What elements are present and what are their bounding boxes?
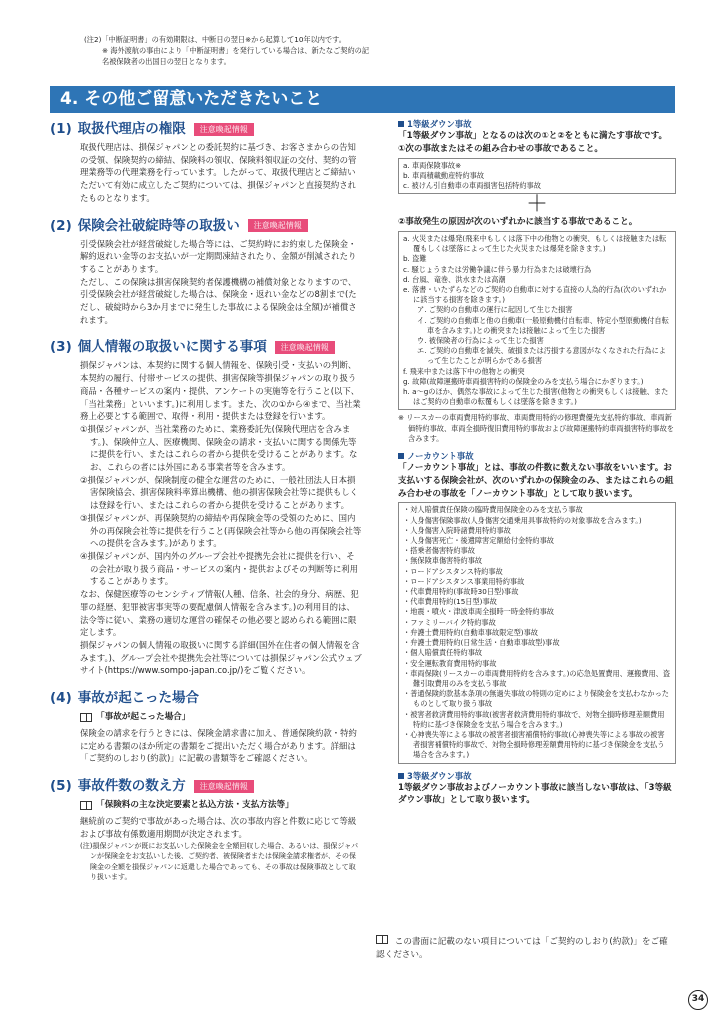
box-item: ・代車費用特約(15日型)事故 <box>403 597 497 607</box>
box-item: ・心神喪失等による事故の被害者損害補償特約事故(心神喪失等による事故の被害者損害補償特約事故で、対物全損時修理差額費用特約に基づき保険金を支払う場合を含みます。) <box>403 729 665 760</box>
heading-number: (2) <box>50 217 72 234</box>
box-item: g. 故障(故障運搬時車両損害特約の保険金のみを支払う場合にかぎります。) <box>403 376 644 386</box>
heading-accident <box>50 689 362 707</box>
box-item: ・普通保険約款基本条項の無過失事故の特則の定めにより保険金を支払わなかったものとして取り扱う事故 <box>403 689 669 709</box>
plus-icon: ＋ <box>525 192 548 218</box>
square-bullet-icon <box>398 121 404 127</box>
left-column <box>50 120 362 883</box>
box-item: b. 盗難 <box>403 254 427 264</box>
heading-text: 3等級ダウン事故 <box>407 770 472 781</box>
heading-agent-authority <box>50 120 362 138</box>
paragraph: 損保ジャパンは、本契約に関する個人情報を、保険引受・支払いの判断、本契約の履行、付帯サービスの提供、損害保険等損保ジャパンの取り扱う商品・各種サービスの案内・提供、アンケートの実施等を行うこと(以下、「当社業務」といいます。)に利用します。また、次の①から④まで、当社業務上必要とする範囲で、取得・利用・提供または登録を行います。 <box>80 360 361 422</box>
agent-authority-body <box>50 141 362 205</box>
right-column <box>398 118 676 807</box>
heading-no-count <box>398 450 676 462</box>
box-item: c. 被けん引自動車の車両損害包括特約事故 <box>403 181 541 190</box>
reference-text: 「事故が起こった場合」 <box>96 712 191 723</box>
box-item: ・ロードアシスタンス特約事故 <box>403 566 503 576</box>
book-icon <box>376 935 388 944</box>
no-count-box <box>398 502 676 763</box>
top-note-line1: (注2)「中断証明書」の有効期限は、中断日の翌日※から起算して10年以内です。 <box>84 35 346 44</box>
paragraph: ①次の事故またはその組み合わせの事故であること。 <box>398 143 603 154</box>
box-item: ・代車費用特約(事故時30日型)事故 <box>403 587 519 597</box>
caution-tag: 注意喚起情報 <box>248 219 308 232</box>
box-item: h. a～gのほか、偶然な事故によって生じた損害(他物との衝突もしくは接触、またはご契約の自動車の転覆もしくは墜落を除きます。) <box>403 387 669 407</box>
heading-text: 取扱代理店の権限 <box>77 121 186 137</box>
personal-info-body <box>50 359 362 677</box>
paragraph: なお、保健医療等のセンシティブ情報(人種、信条、社会的身分、病歴、犯罪の経歴、犯罪被害事実等の要配慮個人情報を含みます。)の利用目的は、法令等に従い、業務の適切な運営の確保その他必要と認められる範囲に限定します。 <box>80 589 359 638</box>
box-item: ・車両保険(リースカーの車両費用特約を含みます。)の応急処置費用、運搬費用、盗難引取費用のみを支払う事故 <box>403 668 671 688</box>
box-item: c. 騒じょうまたは労働争議に伴う暴力行為または破壊行為 <box>403 264 592 274</box>
box-item: a. 火災または爆発(飛来中もしくは落下中の他物との衝突、もしくは接触または転覆もしくは墜落によって生じた火災または爆発を除きます。) <box>403 234 667 254</box>
paragraph: ただし、この保険は損害保険契約者保護機構の補償対象となりますので、引受保険会社が経営破綻した場合は、保険金・返れい金などの8割まで(ただし、破綻時から3か月までに発生した事故による保険金は全額)が補償されます。 <box>80 276 357 325</box>
heading-number: (4) <box>50 690 72 707</box>
paragraph: 継続前のご契約で事故があった場合は、次の事故内容と件数に応じて等級および事故有係数適用期間が決定されます。 <box>80 816 357 839</box>
caution-tag: 注意喚起情報 <box>194 780 254 793</box>
heading-text: ノーカウント事故 <box>407 451 474 462</box>
box-item: ・ファミリーバイク特約事故 <box>403 617 496 627</box>
reference-line <box>50 798 362 812</box>
box-subitem: ウ. 被保険者の行為によって生じた損害 <box>417 336 544 346</box>
heading-text: 1等級ダウン事故 <box>407 119 472 129</box>
box-item: b. 車両積載動産特約事故 <box>403 170 485 180</box>
paragraph: 取扱代理店は、損保ジャパンとの委託契約に基づき、お客さまからの告知の受領、保険契約の締結、保険料の領収、保険料領収証の交付、契約の管理業務等の代理業務を行っています。したがって、取扱代理店とご締結いただいて有効に成立したご契約については、損保ジャパンと直接契約されたものとなります。 <box>80 142 357 203</box>
top-note-line2: ※ 海外渡航の事由により「中断証明書」を発行している場合は、新たなご契約の記名被保険者の出国日の翌日となります。 <box>102 46 370 66</box>
heading-accident-count <box>50 777 362 795</box>
paragraph: 1等級ダウン事故およびノーカウント事故に該当しない事故は、「3等級ダウン事故」として取り扱います。 <box>398 782 672 806</box>
heading-text: 事故が起こった場合 <box>77 690 199 707</box>
box-subitem: ア. ご契約の自動車の運行に起因して生じた損害 <box>417 305 573 315</box>
list-item: ②損保ジャパンが、保険制度の健全な運営のために、一般社団法人日本損害保険協会、損害保険料率算出機構、他の損害保険会社等に提供もしくは登録を行い、またはこれらの者から提供を受けることがあります。 <box>80 474 358 511</box>
note: (注)損保ジャパンが既にお支払いした保険金を全額回収した場合、あるいは、損保ジャパンが保険金をお支払いした後、ご契約者、被保険者または保険金請求権者が、その保険金の全額を損保ジャパンに返還した場合であっても、その事故は保険事故として取り扱います。 <box>80 841 359 882</box>
condition-box-2 <box>398 231 676 410</box>
accident-count-body <box>50 815 362 882</box>
note: ※ リースカーの車両費用特約事故、車両費用特約の修理費優先支払特約事故、車両新価特約事故、車両全損時復旧費用特約事故および故障運搬特約車両損害特約事故を含みます。 <box>398 413 674 443</box>
insurer-bankruptcy-body <box>50 238 362 327</box>
heading-number: (5) <box>50 778 72 795</box>
heading-grade-down-1 <box>398 118 676 130</box>
box-item: f. 飛来中または落下中の他物との衝突 <box>403 366 525 376</box>
heading-text: 事故件数の数え方 <box>77 778 186 795</box>
book-icon <box>80 801 92 810</box>
heading-number: (3) <box>50 339 72 356</box>
box-item: ・ロードアシスタンス事業用特約事故 <box>403 576 525 586</box>
square-bullet-icon <box>398 453 404 459</box>
top-note <box>84 34 374 67</box>
list-item: ③損保ジャパンが、再保険契約の締結や再保険金等の受領のために、国内外の再保険会社等に提供を行うこと(再保険会社等から他の再保険会社等への提供を含みます。)があります。 <box>80 512 362 549</box>
list-item: ④損保ジャパンが、国内外のグループ会社や提携先会社に提供を行い、その会社が取り扱う商品・サービスの案内・提供およびその判断等に利用することがあります。 <box>80 550 358 587</box>
paragraph: ②事故発生の原因が次のいずれかに該当する事故であること。 <box>398 217 638 228</box>
page-number: 34 <box>688 990 708 1010</box>
caution-tag: 注意喚起情報 <box>275 341 335 354</box>
paragraph: 「1等級ダウン事故」となるのは次の①と②をともに満たす事故です。 <box>398 131 668 141</box>
section-title: 4. その他ご留意いただきたいこと <box>50 86 675 113</box>
book-icon <box>80 713 92 722</box>
condition-box-1 <box>398 158 676 195</box>
caution-tag: 注意喚起情報 <box>194 123 254 136</box>
box-item: d. 台風、竜巻、洪水または高潮 <box>403 274 506 284</box>
paragraph: 引受保険会社が経営破綻した場合等には、ご契約時にお約束した保険金・解約返れい金等のお支払いが一定期間凍結されたり、金額が削減されたりすることがあります。 <box>80 238 357 274</box>
square-bullet-icon <box>398 773 404 779</box>
heading-insurer-bankruptcy <box>50 217 362 235</box>
box-item: ・弁護士費用特約(自動車事故限定型)事故 <box>403 627 538 637</box>
heading-grade-down-3 <box>398 770 676 782</box>
paragraph: 「ノーカウント事故」とは、事故の件数に数えない事故をいいます。お支払いする保険会社が、次のいずれかの保険金のみ、またはこれらの組み合わせの事故を「ノーカウント事故」として取り扱います。 <box>398 463 674 499</box>
heading-number: (1) <box>50 121 72 137</box>
box-item: ・人身傷害入院時諸費用特約事故 <box>403 525 511 535</box>
box-item: ・地震・噴火・津波車両全損時一時金特約事故 <box>403 607 554 617</box>
box-subitem: エ. ご契約の自動車を滅失、破損または汚損する意図がなくなされた行為によって生じたことが明らかである損害 <box>417 346 666 366</box>
paragraph: 保険金の請求を行うときには、保険金請求書に加え、普通保険約款・特約に定める書類のほか所定の書類をご提出いただく場合があります。詳細は「ご契約のしおり(約款)」に記載の書類等をご確認ください。 <box>80 728 357 764</box>
box-item: e. 落書・いたずらなどのご契約の自動車に対する直接の人為的行為(次のいずれかに該当する損害を除きます。) <box>403 285 667 305</box>
box-item: ・対人賠償責任保険の臨時費用保険金のみを支払う事故 <box>403 505 583 515</box>
heading-text: 個人情報の取扱いに関する事項 <box>77 339 267 356</box>
box-item: ・搭乗者傷害特約事故 <box>403 546 475 556</box>
box-item: ・弁護士費用特約(日常生活・自動車事故型)事故 <box>403 638 560 648</box>
box-item: ・無保険車傷害特約事故 <box>403 556 483 566</box>
heading-personal-info <box>50 338 362 356</box>
heading-text: 保険会社破綻時等の取扱い <box>77 217 240 234</box>
reference-line <box>50 710 362 724</box>
box-item: a. 車両保険事故※ <box>403 160 462 170</box>
footer-note <box>376 935 676 962</box>
box-item: ・個人賠償責任特約事故 <box>403 648 483 658</box>
box-item: ・被害者救済費用特約事故(被害者救済費用特約事故で、対物全損時修理差額費用特約に基づき保険金を支払う場合を含みます。) <box>403 709 665 729</box>
box-subitem: イ. ご契約の自動車と他の自動車(一般原動機付自転車、特定小型原動機付自転車を含みます。)との衝突または接触によって生じた損害 <box>417 315 669 335</box>
reference-text: 「保険料の主な決定要素と払込方法・支払方法等」 <box>96 800 294 811</box>
box-item: ・人身傷害保険事故(人身傷害交通乗用具事故特約の対象事故を含みます。) <box>403 515 642 525</box>
list-item: ①損保ジャパンが、当社業務のために、業務委託先(保険代理店を含みます。)、保険仲立人、医療機関、保険金の請求・支払いに関する関係先等に提供を行い、またはこれらの者から提供を受けることがあります。なお、これらの者には外国にある事業者等を含みます。 <box>80 423 358 473</box>
box-item: ・人身傷害死亡・後遺障害定額給付金特約事故 <box>403 536 554 546</box>
box-item: ・安全運転教育費用特約事故 <box>403 658 497 668</box>
accident-body <box>50 727 362 765</box>
footer-note-text: この書面に記載のない項目については「ご契約のしおり(約款)」をご確認ください。 <box>376 937 668 960</box>
paragraph: 損保ジャパンの個人情報の取扱いに関する詳細(国外在住者の個人情報を含みます。)、グループ会社や提携先会社等については損保ジャパン公式ウェブサイト(https://www.sompo-japan.co.jp/)をご覧ください。 <box>80 639 362 676</box>
